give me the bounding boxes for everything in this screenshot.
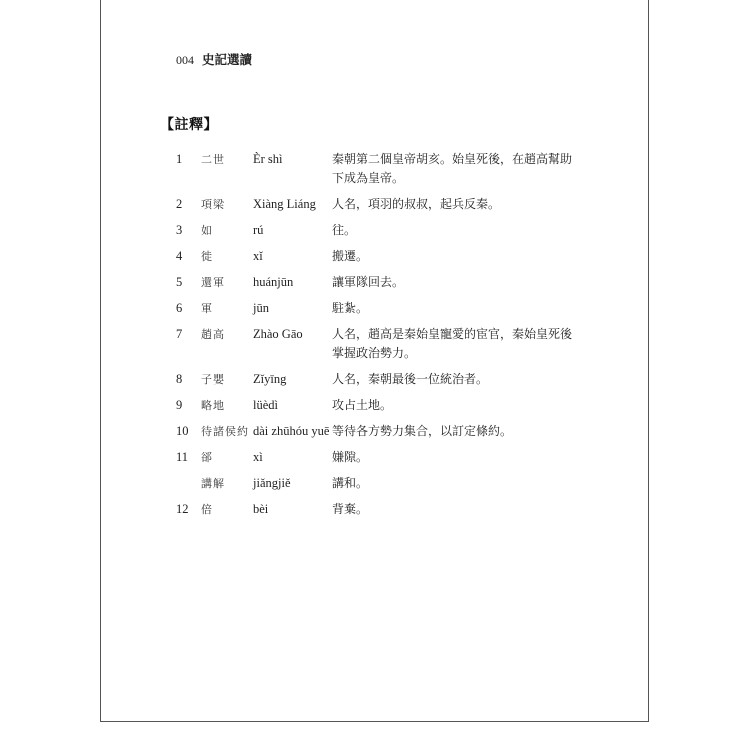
note-row	[176, 273, 596, 292]
note-gloss: 往。	[332, 223, 357, 237]
notes-list	[176, 150, 596, 526]
note-row	[176, 150, 596, 188]
note-row	[176, 370, 596, 389]
note-row	[176, 221, 596, 240]
note-pinyin: dài zhūhóu yuē	[253, 424, 330, 438]
note-row	[176, 422, 596, 441]
note-number: 9	[176, 398, 183, 412]
note-pinyin: Zǐyīng	[253, 372, 287, 386]
note-row	[176, 247, 596, 266]
note-number: 5	[176, 275, 183, 289]
note-number: 6	[176, 301, 183, 315]
note-gloss: 背棄。	[332, 502, 369, 516]
page-number: 004	[176, 53, 194, 67]
note-term: 如	[201, 224, 213, 237]
page-header	[176, 50, 252, 68]
note-gloss: 人名，秦朝最後一位統治者。	[332, 372, 489, 386]
note-pinyin: rú	[253, 223, 264, 237]
note-gloss: 人名，項羽的叔叔，起兵反秦。	[332, 197, 501, 211]
book-title: 史記選讀	[202, 52, 253, 67]
note-gloss: 秦朝第二個皇帝胡亥。始皇死後，在趙高幫助下成為皇帝。	[332, 152, 573, 185]
note-number: 7	[176, 327, 183, 341]
note-gloss: 讓軍隊回去。	[332, 275, 405, 289]
note-term: 郤	[201, 451, 213, 464]
note-row	[176, 448, 596, 467]
note-row	[176, 474, 596, 493]
note-gloss: 等待各方勢力集合，以訂定條約。	[332, 424, 513, 438]
note-term: 徙	[201, 250, 213, 263]
note-number: 3	[176, 223, 183, 237]
note-pinyin: jūn	[253, 301, 269, 315]
note-row	[176, 396, 596, 415]
note-gloss: 搬遷。	[332, 249, 369, 263]
note-term: 倍	[201, 503, 213, 516]
note-row	[176, 325, 596, 363]
note-gloss: 嫌隙。	[332, 450, 369, 464]
note-gloss: 人名，趙高是秦始皇寵愛的宦官，秦始皇死後掌握政治勢力。	[332, 327, 573, 360]
note-number: 4	[176, 249, 183, 263]
section-title: 【註釋】	[160, 117, 218, 133]
note-term: 待諸侯約	[201, 425, 249, 438]
note-row	[176, 195, 596, 214]
note-term: 軍	[201, 302, 213, 315]
note-pinyin: Èr shì	[253, 152, 283, 166]
note-row	[176, 500, 596, 519]
note-number: 2	[176, 197, 183, 211]
note-pinyin: huánjūn	[253, 275, 294, 289]
note-number: 11	[176, 450, 189, 464]
note-gloss: 講和。	[332, 476, 369, 490]
note-pinyin: Zhào Gāo	[253, 327, 303, 341]
note-term: 子嬰	[201, 373, 225, 386]
note-term: 二世	[201, 153, 225, 166]
note-pinyin: Xiàng Liáng	[253, 197, 316, 211]
note-pinyin: xǐ	[253, 249, 263, 263]
note-gloss: 攻占土地。	[332, 398, 393, 412]
note-number: 1	[176, 152, 183, 166]
note-row	[176, 299, 596, 318]
note-term: 還軍	[201, 276, 225, 289]
note-term: 講解	[201, 477, 225, 490]
note-term: 項梁	[201, 198, 225, 211]
note-number: 8	[176, 372, 183, 386]
note-number: 10	[176, 424, 189, 438]
note-pinyin: lüèdì	[253, 398, 278, 412]
note-pinyin: xì	[253, 450, 263, 464]
note-gloss: 駐紮。	[332, 301, 369, 315]
note-term: 略地	[201, 399, 225, 412]
note-number: 12	[176, 502, 189, 516]
note-pinyin: jiǎngjiě	[253, 476, 291, 490]
note-pinyin: bèi	[253, 502, 269, 516]
note-term: 趙高	[201, 328, 225, 341]
